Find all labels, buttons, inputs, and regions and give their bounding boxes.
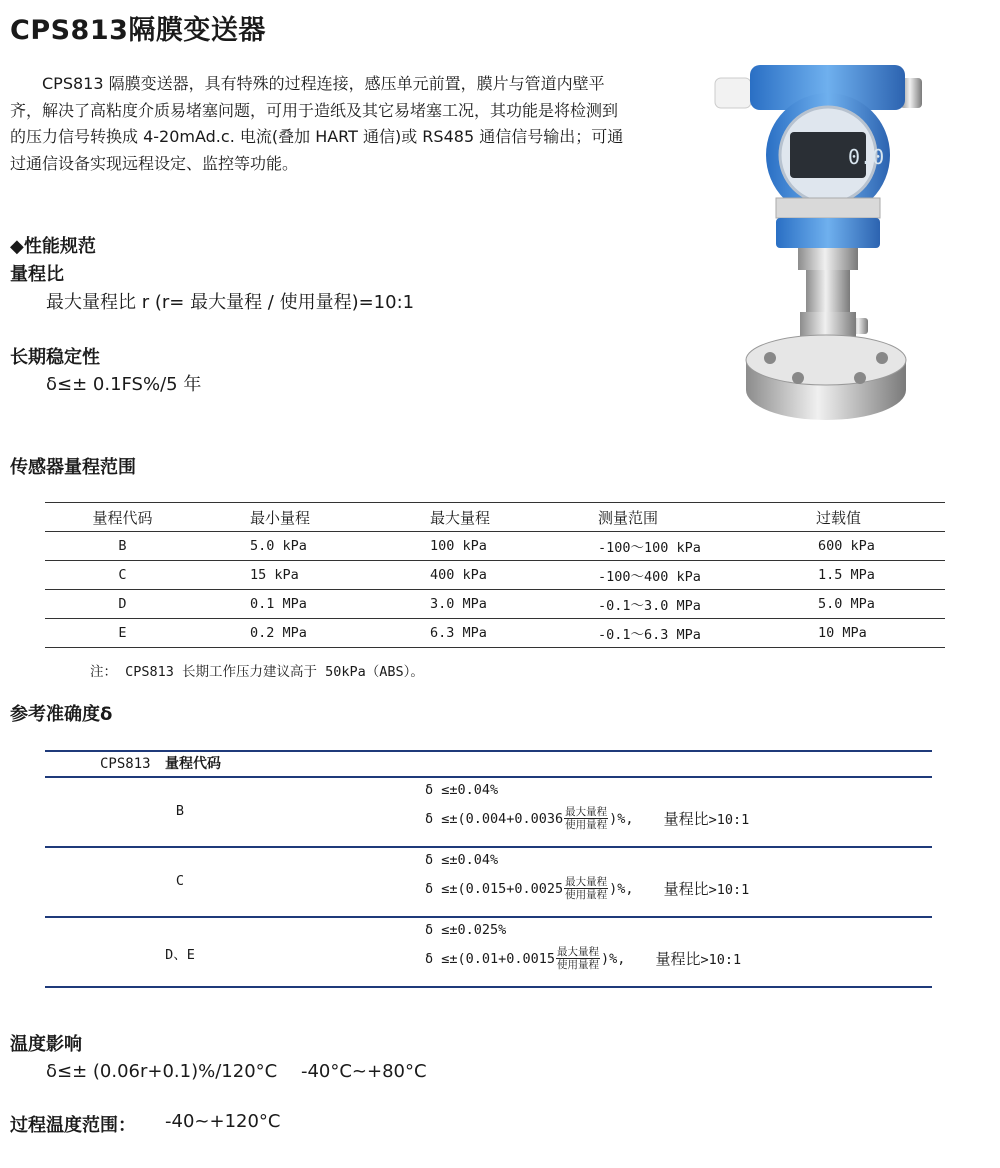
- table-cell: 100 kPa: [380, 532, 560, 561]
- fraction: $\frac{\text{最大量程}}{\text{使用量程}}$: [565, 806, 608, 831]
- table-cell: 5.0 kPa: [200, 532, 380, 561]
- range-code: C: [175, 873, 185, 889]
- range-ratio-text: 最大量程比 r (r= 最大量程 / 使用量程)=10:1: [46, 292, 415, 313]
- table-cell: 0.1 MPa: [200, 590, 380, 619]
- accuracy-basic: δ ≤±0.04%: [425, 852, 499, 868]
- stability-heading: 长期稳定性: [10, 347, 100, 368]
- table-cell: 1.5 MPa: [768, 561, 945, 590]
- turndown-ratio: 量程比>10:1: [663, 810, 750, 828]
- fraction: $\frac{\text{最大量程}}{\text{使用量程}}$: [565, 876, 608, 901]
- table-cell: E: [45, 619, 200, 648]
- accuracy-formula: δ ≤±(0.01+0.0015 $\frac{\text{最大量程}}{\text{使用量程}}$ )%, 量程比>10:1: [425, 946, 742, 971]
- table-cell: -0.1～3.0 MPa: [560, 590, 768, 619]
- table-cell: C: [45, 561, 200, 590]
- turndown-ratio: 量程比>10:1: [663, 880, 750, 898]
- performance-heading: ◆性能规范: [10, 236, 96, 257]
- range-ratio-heading: 量程比: [10, 264, 64, 285]
- table-cell: 10 MPa: [768, 619, 945, 648]
- sensor-range-heading: 传感器量程范围: [10, 457, 136, 478]
- model-label: CPS813: [100, 756, 151, 772]
- column-header: 测量范围: [560, 503, 768, 532]
- transmitter-photo: [710, 60, 930, 430]
- column-header: 最大量程: [380, 503, 560, 532]
- accuracy-row: [45, 778, 932, 848]
- process-temp-label: 过程温度范围：: [10, 1115, 136, 1136]
- sensor-range-table: [45, 502, 945, 648]
- temp-effect-text: δ≤± (0.06r+0.1)%/120°C -40°C~+80°C: [46, 1061, 427, 1082]
- table-row: [45, 532, 945, 561]
- range-code: D、E: [165, 947, 195, 963]
- table-cell: 400 kPa: [380, 561, 560, 590]
- accuracy-table: [45, 750, 932, 988]
- accuracy-heading: 参考准确度δ: [10, 704, 113, 725]
- accuracy-header-row: [45, 752, 932, 778]
- accuracy-formula: δ ≤±(0.015+0.0025 $\frac{\text{最大量程}}{\text{使用量程}}$ )%, 量程比>10:1: [425, 876, 750, 901]
- accuracy-formula: δ ≤±(0.004+0.0036 $\frac{\text{最大量程}}{\text{使用量程}}$ )%, 量程比>10:1: [425, 806, 750, 831]
- table-cell: 3.0 MPa: [380, 590, 560, 619]
- range-code-label: 量程代码: [165, 756, 221, 772]
- table-cell: B: [45, 532, 200, 561]
- table-row: [45, 619, 945, 648]
- process-temp-value: -40~+120°C: [165, 1111, 281, 1132]
- table-cell: -100～100 kPa: [560, 532, 768, 561]
- table-row: [45, 561, 945, 590]
- table-cell: D: [45, 590, 200, 619]
- sensor-table-note: 注： CPS813 长期工作压力建议高于 50kPa（ABS）。: [90, 664, 424, 680]
- stability-text: δ≤± 0.1FS%/5 年: [46, 374, 202, 395]
- temp-effect-heading: 温度影响: [10, 1034, 82, 1055]
- table-cell: -100～400 kPa: [560, 561, 768, 590]
- page-title: CPS813隔膜变送器: [10, 15, 266, 46]
- accuracy-basic: δ ≤±0.025%: [425, 922, 507, 938]
- accuracy-row: [45, 848, 932, 918]
- table-cell: 15 kPa: [200, 561, 380, 590]
- column-header: 量程代码: [45, 503, 200, 532]
- table-cell: 0.2 MPa: [200, 619, 380, 648]
- table-cell: 6.3 MPa: [380, 619, 560, 648]
- table-cell: -0.1～6.3 MPa: [560, 619, 768, 648]
- column-header: 最小量程: [200, 503, 380, 532]
- table-header-row: [45, 503, 945, 532]
- range-code: B: [175, 803, 185, 819]
- turndown-ratio: 量程比>10:1: [655, 950, 742, 968]
- intro-paragraph: CPS813 隔膜变送器，具有特殊的过程连接，感压单元前置，膜片与管道内壁平齐，解决了高粘度介质易堵塞问题，可用于造纸及其它易堵塞工况，其功能是将检测到的压力信号转换成 4-20mAd.c. 电流(叠加 HART 通信)或 RS485 通信信号输出；可通过通信设备实现远程设定、监控等功能。: [10, 74, 624, 173]
- display-readout: 0.0: [848, 145, 885, 169]
- table-row: [45, 590, 945, 619]
- table-cell: 600 kPa: [768, 532, 945, 561]
- fraction: $\frac{\text{最大量程}}{\text{使用量程}}$: [557, 946, 600, 971]
- table-cell: 5.0 MPa: [768, 590, 945, 619]
- accuracy-row: [45, 918, 932, 988]
- column-header: 过载值: [768, 503, 945, 532]
- accuracy-basic: δ ≤±0.04%: [425, 782, 499, 798]
